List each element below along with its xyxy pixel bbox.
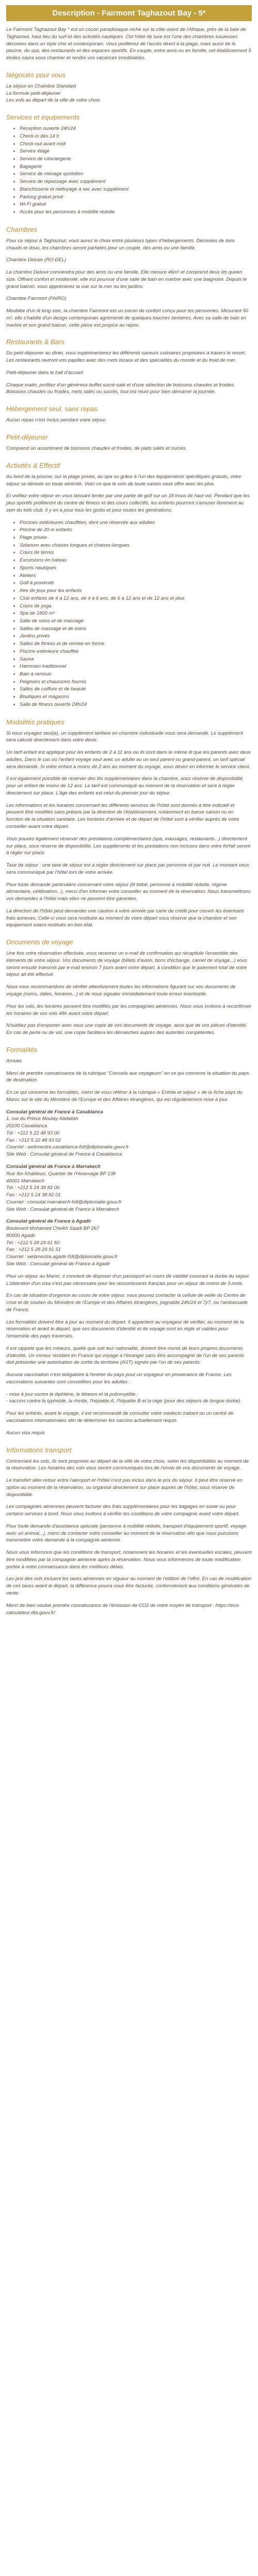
- consulate-name: Consulat général de France à Casablanca: [6, 1109, 103, 1115]
- rooms-text-2: La chambre Deluxe conviendra pour des amis ou une famille. Elle mesure 46m² et comprend deux lits queen size. Offrant confort et modernité, elle est pourvue d'une salle de bain en marbre avec une baignoire. Depuis le grand balcon, vous apprécierez la vue sur la mer ou les jardins.: [6, 269, 247, 290]
- consulate-agadir: [6, 1218, 252, 1267]
- section-title-documents: Documents de voyage: [6, 938, 73, 946]
- consulate-line: Tél : +212 5 22 48 93 00: [6, 1130, 60, 1136]
- formalites-text-3: En ce qui concerne les formalités, merci de vous référer à la rubrique « Entrée et séjour » de la fiche pays du Maroc sur le site du Ministère de l'Europe et des Affaires étrangères, qui est régulièrement mise à jour.: [6, 1090, 243, 1103]
- section-title-chambres: Chambres: [6, 225, 37, 233]
- rooms-subtitle-fairmont: Chambre Fairmont (FAIRO): [6, 296, 67, 302]
- services-list: [6, 125, 252, 216]
- informations-text-1: Concernant les vols, ils sont proposés au départ de la ville de votre choix, selon les disponibilités au moment de la réservation. Les horaires des vols vous seront communiqués lors de l'envoi de vos documents de voyage.: [6, 1458, 249, 1471]
- activites-list: [6, 519, 252, 709]
- formalites-text-12: Aucun visa requis: [6, 1430, 45, 1436]
- list-item: • Salles de coiffure et de beauté: [20, 686, 252, 693]
- formalites-text-4: Pour un séjour au Maroc, il convient de disposer d'un passeport en cours de validité couvrant la durée du séjour. L'obtention d'un visa n'est pas nécessaire pour les ressortissants français pour un séjour de moins de 3 mois.: [6, 1273, 250, 1286]
- list-item: • Service de repassage avec supplément: [20, 178, 252, 186]
- list-item: • Salle de fitness ouverte 24h/24: [20, 701, 252, 709]
- consulate-line: Site Web : Consulat général de France à Agadir: [6, 1261, 110, 1267]
- list-item: • Check-in dès 14 h: [20, 133, 252, 141]
- consulate-line: Fax : +212 5 28 29 91 51: [6, 1247, 61, 1253]
- section-title-informations: Informations transport: [6, 1446, 72, 1454]
- modalites-text-5: Vous pouvez également réserver des prestations complémentaires (spa, massages, restaurants...) directement sur place, sous réserve de disponibilité. Les suppléments et les prestations non incluses dans votre forfait seront à régler sur place.: [6, 836, 251, 856]
- list-item: • Wi-Fi gratuit: [20, 201, 252, 209]
- documents-text-2: Nous vous recommandons de vérifier attentivement toutes les informations figurant sur vos documents de voyage (noms, dates, horaires...) et de nous signaler immédiatement toute erreur éventuelle.: [6, 984, 236, 997]
- list-item: • Salles de massage et de soins: [20, 625, 252, 633]
- section-title-services: Services et équipements: [6, 113, 80, 122]
- formalites-text-6: Les formalités doivent être à jour au moment du départ. Il appartient au voyageur de vérifier, au moment de la réservation et avant le départ, que ses documents d'identité et de voyage sont en règle et valides pour l'ensemble des pays traversés.: [6, 1319, 244, 1340]
- consulate-line: 80000 Agadir: [6, 1232, 36, 1239]
- informations-text-4: Pour toute demande d'assistance spéciale (personne à mobilité réduite, transport d'équipement sportif, voyage avec un animal...), merci de contacter votre conseiller au moment de la réservation afin que nous puissions transmettre votre demande à la compagnie aérienne.: [6, 1523, 247, 1544]
- formalites-text-8: Aucune vaccination n'est obligatoire à l'entrée du pays pour un voyageur en provenance de France. Les vaccinations suivantes sont conseillées pour les adultes :: [6, 1372, 232, 1385]
- consulate-line: Courriel : webmestre.casablanca-fslt@diplomatie.gouv.fr: [6, 1144, 129, 1150]
- neg-line-2: La formule petit-déjeuner: [6, 90, 61, 96]
- section-title-formalites: Formalités: [6, 1045, 38, 1054]
- list-item: • Bain à remous: [20, 671, 252, 679]
- consulate-name: Consulat général de France à Agadir: [6, 1218, 91, 1225]
- modalites-text-1: Si vous voyagez seul(e), un supplément tarifaire en chambre individuelle vous sera demandé. Le supplément sera calculé directement dans votre devis.: [6, 730, 243, 743]
- informations-text-7: Merci de bien vouloir prendre connaissance de l'émission de CO2 de votre moyen de transport : https://eco-calculateur.dta.gouv.fr/: [6, 1602, 240, 1616]
- consulate-line: Tél : +212 5 24 38 82 00: [6, 1185, 60, 1191]
- list-item: • Sauna: [20, 656, 252, 664]
- list-item: • Golf à proximité: [20, 580, 252, 587]
- list-item: • Service de conciergerie: [20, 156, 252, 163]
- list-item: • Parking gratuit privé: [20, 194, 252, 201]
- consulate-name: Consulat général de France à Marrakech: [6, 1164, 101, 1170]
- formalites-text-5: En cas de situation d'urgence au cours de votre séjour, vous pouvez contacter la cellule de veille du Centre de crise et de soutien du Ministère de l'Europe et des Affaires étrangères, joignable 24h/24 et 7j/7, ou l'ambassade de France.: [6, 1293, 248, 1313]
- list-item: • Bagagerie: [20, 163, 252, 171]
- consulate-line: Fax : +212 5 22 48 93 02: [6, 1137, 61, 1143]
- list-item: • Piscine extérieure chauffée: [20, 648, 252, 656]
- page-title: Description - Fairmont Taghazout Bay - 5*: [6, 5, 252, 21]
- section-title-modalites: Modalités pratiques: [6, 718, 64, 726]
- consulate-line: 1, rue du Prince Moulay Abdallah: [6, 1116, 78, 1122]
- consulate-line: 20100 Casablanca: [6, 1123, 47, 1129]
- consulate-line: Site Web : Consulat général de France à Casablanca: [6, 1151, 122, 1158]
- resto-text-1: Du petit-déjeuner au dîner, vous expérimenterez les différents saveurs culinaires proposées à travers le resort. Les restaurants raviront vos papilles avec des mets locaux et des spécialités du monde et du froid de mer.: [6, 350, 246, 364]
- list-item: • Accès pour les personnes à mobilité réduite: [20, 209, 252, 216]
- formalites-text-11: Pour les enfants, avant le voyage, il est recommandé de consulter votre médecin traitant ou un centre de vaccinations internationales afin de déterminer les vaccins actuellement requis.: [6, 1411, 234, 1423]
- list-item: • Peignoirs et chaussons fournis: [20, 679, 252, 686]
- modalites-text-8: La direction de l'hôtel peut demander une caution à votre arrivée par carte de crédit pour couvrir les éventuels frais annexes. Celle-ci vous sera restituée au moment de votre départ sous réserve que la chambre et son équipement soient restitués en bon état.: [6, 908, 245, 928]
- consulate-line: Fax : +212 5 24 38 82 01: [6, 1192, 61, 1198]
- petitdej-text: Comprend un assortiment de boissons chaudes et froides, de plats salés et sucrés.: [6, 446, 187, 451]
- consulate-line: Tél : +212 5 28 29 91 50: [6, 1240, 60, 1246]
- formalites-text-1: Arrivée: [6, 1058, 22, 1064]
- documents-text-3: Pour les vols, les horaires peuvent être modifiés par les compagnies aériennes. Nous vous invitons à reconfirmer les horaires de vos vols 48h avant votre départ.: [6, 1003, 252, 1016]
- modalites-text-7: Pour toute demande particulière concernant votre séjour (lit bébé, personne à mobilité réduite, régime alimentaire, célébration...), merci d'en informer votre conseiller au moment de la réservation. Nous transmettrons vos demandes à l'hôtel mais elles ne peuvent être garanties.: [6, 882, 251, 902]
- page: [6, 0, 252, 1616]
- activites-text-1: Au bord de la piscine, sur la plage privée, au spa ou grâce à l'un des équipements spécifiques gratuits, votre séjour se déroule en toute sérénité. Voici ce que le soin de toute saison vous offre avec les plus.: [6, 473, 241, 487]
- informations-text-5: Nous vous informons que les conditions de transport, notamment les horaires et les éventuelles escales, peuvent être modifiées par la compagnie aérienne après la réservation. Nous vous informerons de toute modification portée à notre connaissance dans les meilleurs délais.: [6, 1550, 252, 1570]
- list-item: • Spa de 1800 m²: [20, 610, 252, 618]
- resto-text-2: Petit-déjeuner dans le hall d'accueil: [6, 369, 84, 376]
- informations-text-6: Les prix des vols incluent les taxes aériennes en vigueur au moment de l'édition de l'offre. En cas de modification de ces taxes avant le départ, la différence pourra vous être facturée, conformément aux conditions générales de vente.: [6, 1576, 252, 1596]
- section-title-hebergement: Hébergement seul, sans repas: [6, 405, 98, 413]
- list-item: • Blanchisserie et nettoyage à sec avec supplément: [20, 186, 252, 194]
- consulate-casablanca: [6, 1109, 252, 1158]
- modalites-text-6: Taxe de séjour : une taxe de séjour est à régler directement sur place par personne et par nuit. Le montant vous sera communiqué par l'hôtel lors de votre arrivée.: [6, 862, 249, 875]
- list-item: • Ateliers: [20, 572, 252, 580]
- list-item: • Service de ménage quotidien: [20, 171, 252, 178]
- intro-text: Le Fairmont Taghazout Bay * est un cocon paradisiaque niché sur la côte ouest de l'Afrique, près de la baie de Taghazout, haut lieu du surf et des activités nautiques. Cet hôtel de luxe est l'une des chambres luxueuses décorées dans un style chic et contemporain. Vous profiterez de l'accès direct à la plage, mais aussi de la piscine, du spa, des restaurants et des espaces sportifs. En couple, entre amis ou en famille, cet établissement 5 étoiles saura vous charmer et rendre vos vacances inoubliables.: [6, 27, 251, 61]
- consulate-line: Courriel : consulat.marrakech-fslt@diplomatie.gouv.fr: [6, 1199, 122, 1205]
- list-item: • Sports nautiques: [20, 565, 252, 572]
- list-item: • Solarium avec chaises longues et chaises-longues: [20, 542, 252, 550]
- activites-text-2: Et vivifiez votre séjour en vous laissant tenter par une partie de golf sur un 18 trous de haut vol. Pendant que les plus sportifs profiteront du centre de fitness et des cours collectifs, les enfants pourront s'amuser librement au sein du kids club. Il y en a pour tous les goûts et pour toutes les générations.: [6, 493, 250, 513]
- informations-text-3: Les compagnies aériennes peuvent facturer des frais supplémentaires pour les bagages en soute ou pour certains services à bord. Nous vous invitons à vérifier les conditions de votre compagnie avant votre départ.: [6, 1504, 240, 1517]
- documents-text-4: N'oubliez pas d'emporter avec vous une copie de vos documents de voyage, ainsi que de vos pièces d'identité. En cas de perte ou de vol, une copie facilitera les démarches auprès des autorités compétentes.: [6, 1023, 248, 1036]
- list-item: • Salle de soins et de massage: [20, 618, 252, 625]
- neg-line-1: Le séjour en Chambre Standard: [6, 83, 76, 89]
- consulate-line: Site Web : Consulat général de France à Marrakech: [6, 1206, 119, 1212]
- list-item: • Réception ouverte 24h/24: [20, 125, 252, 133]
- section-title-restaurants: Restaurants & Bars: [6, 338, 64, 346]
- modalites-text-2: Un tarif enfant est appliqué pour les enfants de 2 à 11 ans ou ils sont dans le même lit que les parents avec deux adultes. Dans le cas où l'enfant voyage seul avec un adulte ou un seul parent ou grand-parent, un tarif spécial sera demandé. Si votre enfant a moins de 2 ans au moment du voyage, vous devez en informer le service client.: [6, 750, 251, 770]
- rooms-text-1: Pour ce séjour à Taghazout, vous aurez le choix entre plusieurs types d'hébergements. Décorées de tons chauds et doux, les chambres seront parfaites pour un couple, des amis ou une famille.: [6, 238, 235, 251]
- section-title-activites: Activités & Effectif: [6, 461, 60, 469]
- consulate-line: Boulevard Mohamed Cheikh Saadi BP 267: [6, 1226, 100, 1232]
- list-item: • Aire de jeux pour les enfants: [20, 587, 252, 595]
- list-item: • Boutiques et magasins: [20, 693, 252, 701]
- list-item: • Service étage: [20, 148, 252, 156]
- consulate-line: Courriel : webmestre.agadir-fslt@diplomatie.gouv.fr: [6, 1254, 118, 1260]
- formalites-text-10: - vaccins contre la typhoïde, la rhinite, l'hépatite A, l'hépatite B et la rage (pour des séjours de longue durée).: [6, 1398, 241, 1404]
- resto-text-3: Chaque matin, profitez d'un généreux buffet sucré-salé et d'une sélection de boissons chaudes et froides. Boissons chaudes ou froides, mets salés ou sucrés, tout est réuni pour bien démarrer la journée.: [6, 382, 235, 395]
- documents-text-1: Une fois votre réservation effectuée, vous recevrez un e-mail de confirmation qui récapitule l'ensemble des éléments de votre séjour. Vos documents de voyage (billets d'avion, bons d'échange, carnet de voyage...) vous seront ensuite transmis par e-mail environ 7 jours avant votre départ, à condition que le paiement total de votre séjour ait été effectué.: [6, 951, 248, 978]
- formalites-text-2: Merci de prendre connaissance de la rubrique "Conseils aux voyageurs" en ce qui concerne la situation du pays de destination.: [6, 1070, 249, 1083]
- formalites-text-9: - mise à jour contre la diphtérie, le tétanos et la poliomyélite ;: [6, 1391, 138, 1397]
- list-item: • Club enfants de 4 à 12 ans, de 4 à 6 ans, de 6 à 12 ans et de 12 ans et plus: [20, 595, 252, 603]
- list-item: • Plage privée: [20, 534, 252, 542]
- section-title-petit-dejeuner: Petit-déjeuner: [6, 433, 48, 441]
- consulate-marrakech: [6, 1163, 252, 1213]
- consulate-line: Rue Ibn Khaldoun, Quartier de l'Hivernage BP 138: [6, 1171, 116, 1177]
- list-item: • Jardins privés: [20, 633, 252, 640]
- list-item: • Excursions en bateau: [20, 557, 252, 565]
- modalites-text-3: Il est également possible de réserver des lits supplémentaires dans la chambre, sous réserve de disponibilité, pour un enfant de moins de 12 ans. Le tarif est communiqué au moment de la réservation et sera à régler directement sur place. L'âge des enfants est celui du premier jour du séjour.: [6, 776, 244, 796]
- rooms-text-3: Meublée d'un lit king size, la chambre Fairmont est un cocon de confort conçu pour les personnes. Mesurant 50 m², elle s'habille d'un design contemporain agrémenté de quelques touches berbères. Avec sa salle de bain en marbre et son grand balcon, cette pièce est propice au repos.: [6, 308, 249, 328]
- formalites-text-7: Il est rappelé que les mineurs, quelle que soit leur nationalité, doivent être munis de leurs propres documents d'identité. Un mineur résidant en France qui voyage à l'étranger sans être accompagné de l'un de ses parents doit présenter une autorisation de sortie du territoire (AST) signée par l'un de ses parents.: [6, 1345, 245, 1366]
- consulate-line: 40001 Marrakech: [6, 1178, 44, 1184]
- list-item: • Salles de fitness et de remise en forme: [20, 640, 252, 648]
- list-item: • Cours de yoga: [20, 603, 252, 611]
- section-title-negocies: Négociés pour vous: [6, 71, 66, 79]
- hebergement-text: Aucun repas n'est inclus pendant votre séjour.: [6, 417, 107, 423]
- list-item: • Cours de tennis: [20, 549, 252, 557]
- list-item: • Piscines extérieures chauffées, dont une réservée aux adultes: [20, 519, 252, 527]
- neg-line-3: Les vols au départ de la ville de votre choix: [6, 97, 100, 104]
- list-item: • Hammam traditionnel: [20, 663, 252, 671]
- list-item: • Piscine de 20 m enfants: [20, 527, 252, 534]
- modalites-text-4: Les informations et les horaires concernant les différents services de l'hôtel sont donnés à titre indicatif et peuvent être modifiés sans préavis par la direction de l'établissement, notamment en basse saison ou en fonction de la situation sanitaire. Les horaires d'arrivée et de départ de l'hôtel sont à vérifier auprès de votre conseiller avant votre départ.: [6, 802, 239, 829]
- rooms-subtitle-deluxe: Chambre Deluxe (RO-DEL): [6, 257, 67, 263]
- informations-text-2: Le transfert aller-retour entre l'aéroport et l'hôtel n'est pas inclus dans le prix du séjour. Il peut être réservé en option au moment de la réservation, ou organisé directement sur place auprès de l'hôtel, sous réserve de disponibilité.: [6, 1478, 243, 1498]
- list-item: • Check-out avant midi: [20, 141, 252, 148]
